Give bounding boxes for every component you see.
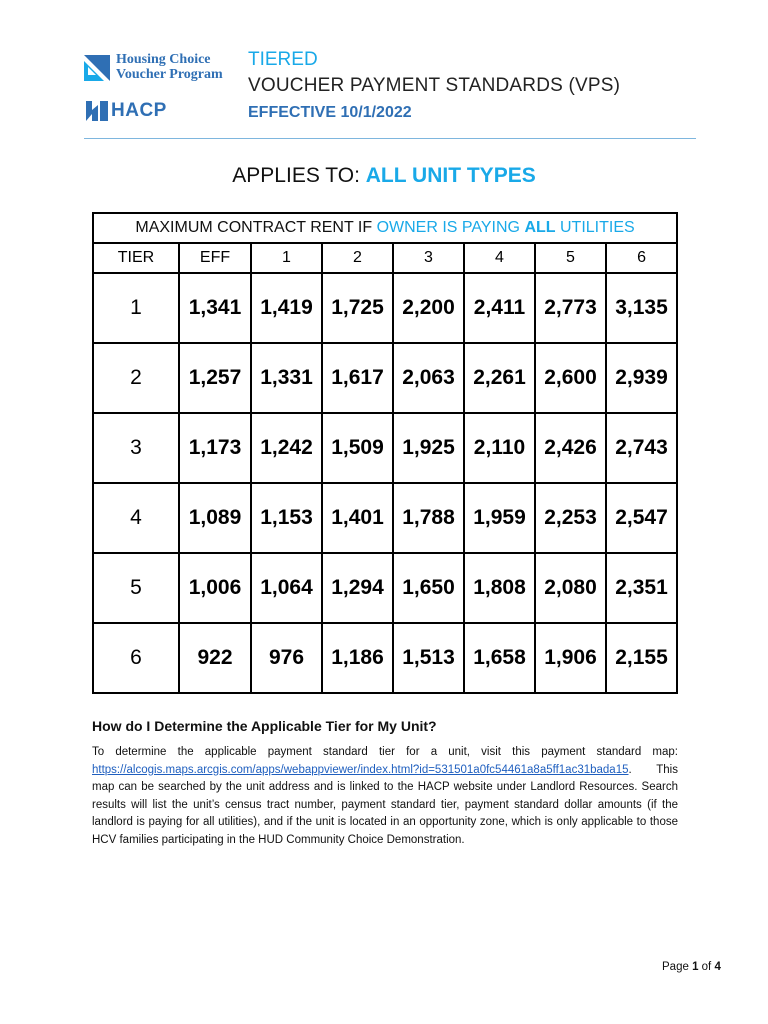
tier-cell: 6 bbox=[93, 623, 179, 693]
hacp-logo bbox=[86, 100, 167, 122]
table-caption-row bbox=[93, 213, 677, 243]
rent-cell: 1,401 bbox=[322, 483, 393, 553]
rent-cell: 1,788 bbox=[393, 483, 464, 553]
rent-cell: 2,063 bbox=[393, 343, 464, 413]
rent-cell: 1,006 bbox=[179, 553, 251, 623]
section-text-details: . This map can be searched by the unit address and is linked to the HACP website under Landlord Resources. Search results will list the unit’s census tract number, payment standard tier, payment standard dollar amounts (if the landlord is paying for all utilities), and if the unit is located in an opportunity zone, which is only applicable to those HCV families participating in the HUD Community Choice Demonstration. bbox=[92, 763, 678, 846]
page-header bbox=[0, 0, 768, 140]
rent-cell: 1,153 bbox=[251, 483, 322, 553]
total-pages: 4 bbox=[714, 961, 721, 973]
hcv-logo-icon bbox=[84, 55, 110, 81]
rent-cell: 1,257 bbox=[179, 343, 251, 413]
column-header: 1 bbox=[251, 243, 322, 273]
rent-cell: 1,509 bbox=[322, 413, 393, 483]
rent-cell: 1,725 bbox=[322, 273, 393, 343]
tier-cell: 1 bbox=[93, 273, 179, 343]
hcv-logo-line1: Housing Choice bbox=[116, 52, 211, 67]
rent-cell: 1,906 bbox=[535, 623, 606, 693]
tier-cell: 2 bbox=[93, 343, 179, 413]
column-header: EFF bbox=[179, 243, 251, 273]
column-header: 4 bbox=[464, 243, 535, 273]
applicable-tier-section bbox=[92, 718, 678, 849]
applies-to-prefix: APPLIES TO: bbox=[232, 164, 366, 187]
rent-cell: 1,331 bbox=[251, 343, 322, 413]
rent-cell: 2,253 bbox=[535, 483, 606, 553]
applies-to-value: ALL UNIT TYPES bbox=[365, 164, 536, 187]
table-header-row bbox=[93, 243, 677, 273]
rent-cell: 2,110 bbox=[464, 413, 535, 483]
document-title bbox=[248, 48, 620, 126]
page-number: Page 1 of 4 bbox=[662, 961, 721, 973]
rent-cell: 1,617 bbox=[322, 343, 393, 413]
column-header: TIER bbox=[93, 243, 179, 273]
table-row bbox=[93, 483, 677, 553]
payment-standards-table bbox=[92, 212, 678, 694]
table-row bbox=[93, 413, 677, 483]
table-caption: MAXIMUM CONTRACT RENT IF OWNER IS PAYING ALL UTILITIES bbox=[93, 213, 677, 243]
rent-cell: 2,547 bbox=[606, 483, 677, 553]
rent-cell: 2,080 bbox=[535, 553, 606, 623]
section-body bbox=[92, 744, 678, 849]
column-header: 3 bbox=[393, 243, 464, 273]
rent-cell: 2,261 bbox=[464, 343, 535, 413]
table-row bbox=[93, 273, 677, 343]
rent-cell: 1,650 bbox=[393, 553, 464, 623]
rent-cell: 1,064 bbox=[251, 553, 322, 623]
rent-cell: 2,200 bbox=[393, 273, 464, 343]
title-effective-date: EFFECTIVE 10/1/2022 bbox=[248, 104, 412, 121]
rent-cell: 1,959 bbox=[464, 483, 535, 553]
rent-cell: 2,600 bbox=[535, 343, 606, 413]
rent-cell: 976 bbox=[251, 623, 322, 693]
rent-cell: 2,743 bbox=[606, 413, 677, 483]
tier-cell: 5 bbox=[93, 553, 179, 623]
rent-cell: 922 bbox=[179, 623, 251, 693]
rent-cell: 1,089 bbox=[179, 483, 251, 553]
header-divider bbox=[84, 138, 696, 139]
current-page: 1 bbox=[692, 961, 699, 973]
rent-cell: 2,773 bbox=[535, 273, 606, 343]
rent-cell: 2,939 bbox=[606, 343, 677, 413]
rent-cell: 1,419 bbox=[251, 273, 322, 343]
column-header: 2 bbox=[322, 243, 393, 273]
rent-cell: 2,411 bbox=[464, 273, 535, 343]
rent-cell: 2,426 bbox=[535, 413, 606, 483]
rent-cell: 1,658 bbox=[464, 623, 535, 693]
title-tiered: TIERED bbox=[248, 49, 318, 70]
table-row bbox=[93, 553, 677, 623]
rent-cell: 1,808 bbox=[464, 553, 535, 623]
section-text-intro: To determine the applicable payment standard tier for a unit, visit this payment standard map: bbox=[92, 746, 678, 758]
column-header: 5 bbox=[535, 243, 606, 273]
hacp-logo-icon bbox=[86, 101, 108, 121]
applies-to-heading bbox=[0, 164, 768, 188]
tier-cell: 3 bbox=[93, 413, 179, 483]
section-heading: How do I Determine the Applicable Tier for My Unit? bbox=[92, 718, 437, 734]
tier-cell: 4 bbox=[93, 483, 179, 553]
rent-cell: 1,341 bbox=[179, 273, 251, 343]
hacp-logo-text: HACP bbox=[111, 100, 167, 121]
rent-cell: 1,513 bbox=[393, 623, 464, 693]
table-row bbox=[93, 623, 677, 693]
rent-cell: 2,351 bbox=[606, 553, 677, 623]
hcv-logo bbox=[84, 52, 223, 82]
rent-cell: 1,925 bbox=[393, 413, 464, 483]
rent-cell: 3,135 bbox=[606, 273, 677, 343]
hcv-logo-line2: Voucher Program bbox=[116, 67, 223, 82]
payment-standard-map-link[interactable]: https://alcogis.maps.arcgis.com/apps/webappviewer/index.html?id=531501a0fc54461a8a5ff1ac31bada15 bbox=[92, 763, 629, 776]
column-header: 6 bbox=[606, 243, 677, 273]
rent-cell: 1,186 bbox=[322, 623, 393, 693]
rent-cell: 1,294 bbox=[322, 553, 393, 623]
table-row bbox=[93, 343, 677, 413]
rent-cell: 1,242 bbox=[251, 413, 322, 483]
rent-cell: 2,155 bbox=[606, 623, 677, 693]
rent-cell: 1,173 bbox=[179, 413, 251, 483]
title-vps: VOUCHER PAYMENT STANDARDS (VPS) bbox=[248, 75, 621, 96]
